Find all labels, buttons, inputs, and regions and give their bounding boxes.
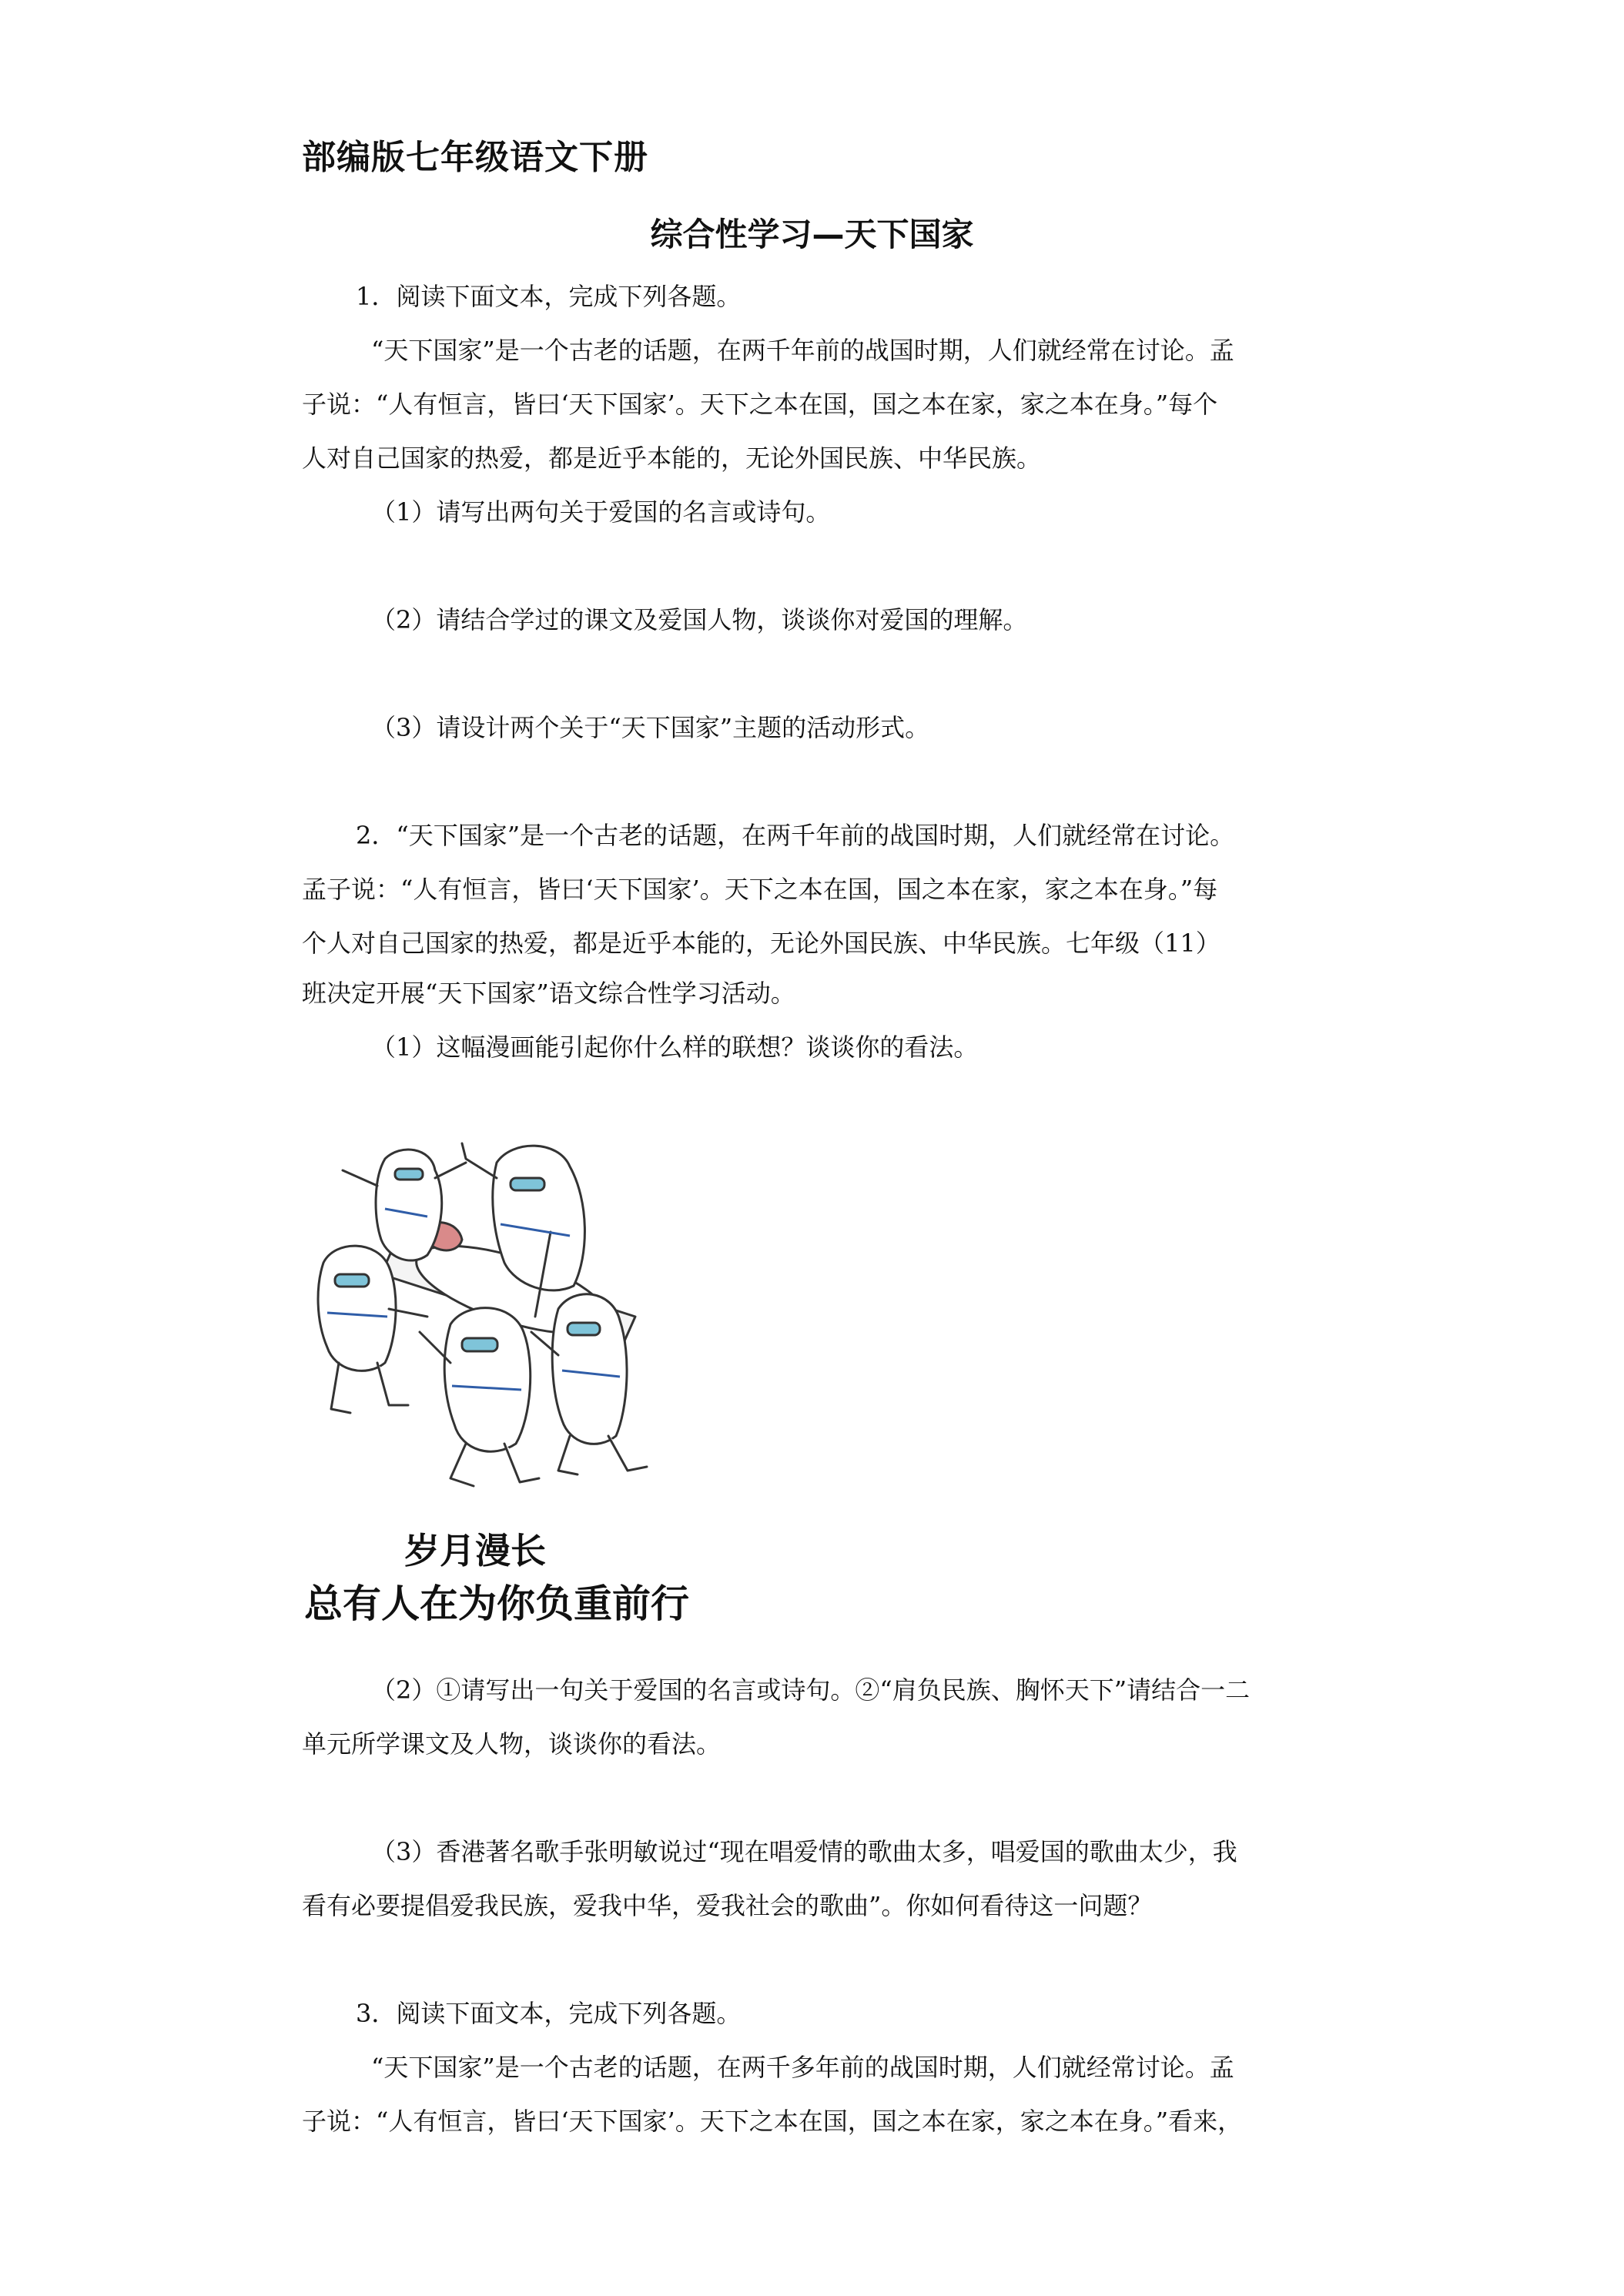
question-1-text-line: 人对自己国家的热爱，都是近乎本能的，无论外国民族、中华民族。 xyxy=(302,443,1042,473)
question-2-text-line: 班决定开展“天下国家”语文综合性学习活动。 xyxy=(302,979,795,1008)
question-2-sub-2-cont: 单元所学课文及人物，谈谈你的看法。 xyxy=(302,1729,722,1759)
question-1-stem: 1．阅读下面文本，完成下列各题。 xyxy=(356,282,742,311)
question-1-text-line: “天下国家”是一个古老的话题，在两千年前的战国时期，人们就经常在讨论。孟 xyxy=(371,336,1234,365)
question-3-stem: 3．阅读下面文本，完成下列各题。 xyxy=(356,1999,742,2028)
document-title: 部编版七年级语文下册 xyxy=(302,138,648,177)
question-2-stem: 2．“天下国家”是一个古老的话题，在两千年前的战国时期，人们就经常在讨论。 xyxy=(356,821,1235,850)
question-2-sub-3: （3）香港著名歌手张明敏说过“现在唱爱情的歌曲太多，唱爱国的歌曲太少，我 xyxy=(371,1837,1237,1866)
question-1-text-line: 子说：“人有恒言，皆曰‘天下国家’。天下之本在国，国之本在家，家之本在身。”每个 xyxy=(302,390,1218,419)
question-1-sub-3: （3）请设计两个关于“天下国家”主题的活动形式。 xyxy=(371,713,930,742)
comic-caption-line-1: 岁月漫长 xyxy=(404,1530,546,1571)
question-2-sub-1: （1）这幅漫画能引起你什么样的联想？谈谈你的看法。 xyxy=(371,1033,979,1062)
question-3-text-line: “天下国家”是一个古老的话题，在两千多年前的战国时期，人们就经常讨论。孟 xyxy=(371,2053,1234,2082)
question-2-text-line: 孟子说：“人有恒言，皆曰‘天下国家’。天下之本在国，国之本在家，家之本在身。”每 xyxy=(302,875,1218,904)
question-3-text-line: 子说：“人有恒言，皆曰‘天下国家’。天下之本在国，国之本在家，家之本在身。”看来， xyxy=(302,2107,1243,2136)
question-2-text-line: 个人对自己国家的热爱，都是近乎本能的，无论外国民族、中华民族。七年级（11） xyxy=(302,929,1221,958)
question-1-sub-2: （2）请结合学过的课文及爱国人物，谈谈你对爱国的理解。 xyxy=(371,605,1028,634)
comic-illustration xyxy=(304,1132,782,1640)
question-2-sub-3-cont: 看有必要提倡爱我民族，爱我中华，爱我社会的歌曲”。你如何看待这一问题？ xyxy=(302,1891,1153,1920)
comic-caption-line-2: 总有人在为你负重前行 xyxy=(304,1581,689,1626)
section-title: 综合性学习—天下国家 xyxy=(650,216,974,253)
comic-drawing xyxy=(304,1132,782,1640)
question-2-sub-2: （2）①请写出一句关于爱国的名言或诗句。②“肩负民族、胸怀天下”请结合一二 xyxy=(371,1675,1251,1705)
question-1-sub-1: （1）请写出两句关于爱国的名言或诗句。 xyxy=(371,497,831,527)
goggles-icon xyxy=(395,1169,423,1180)
